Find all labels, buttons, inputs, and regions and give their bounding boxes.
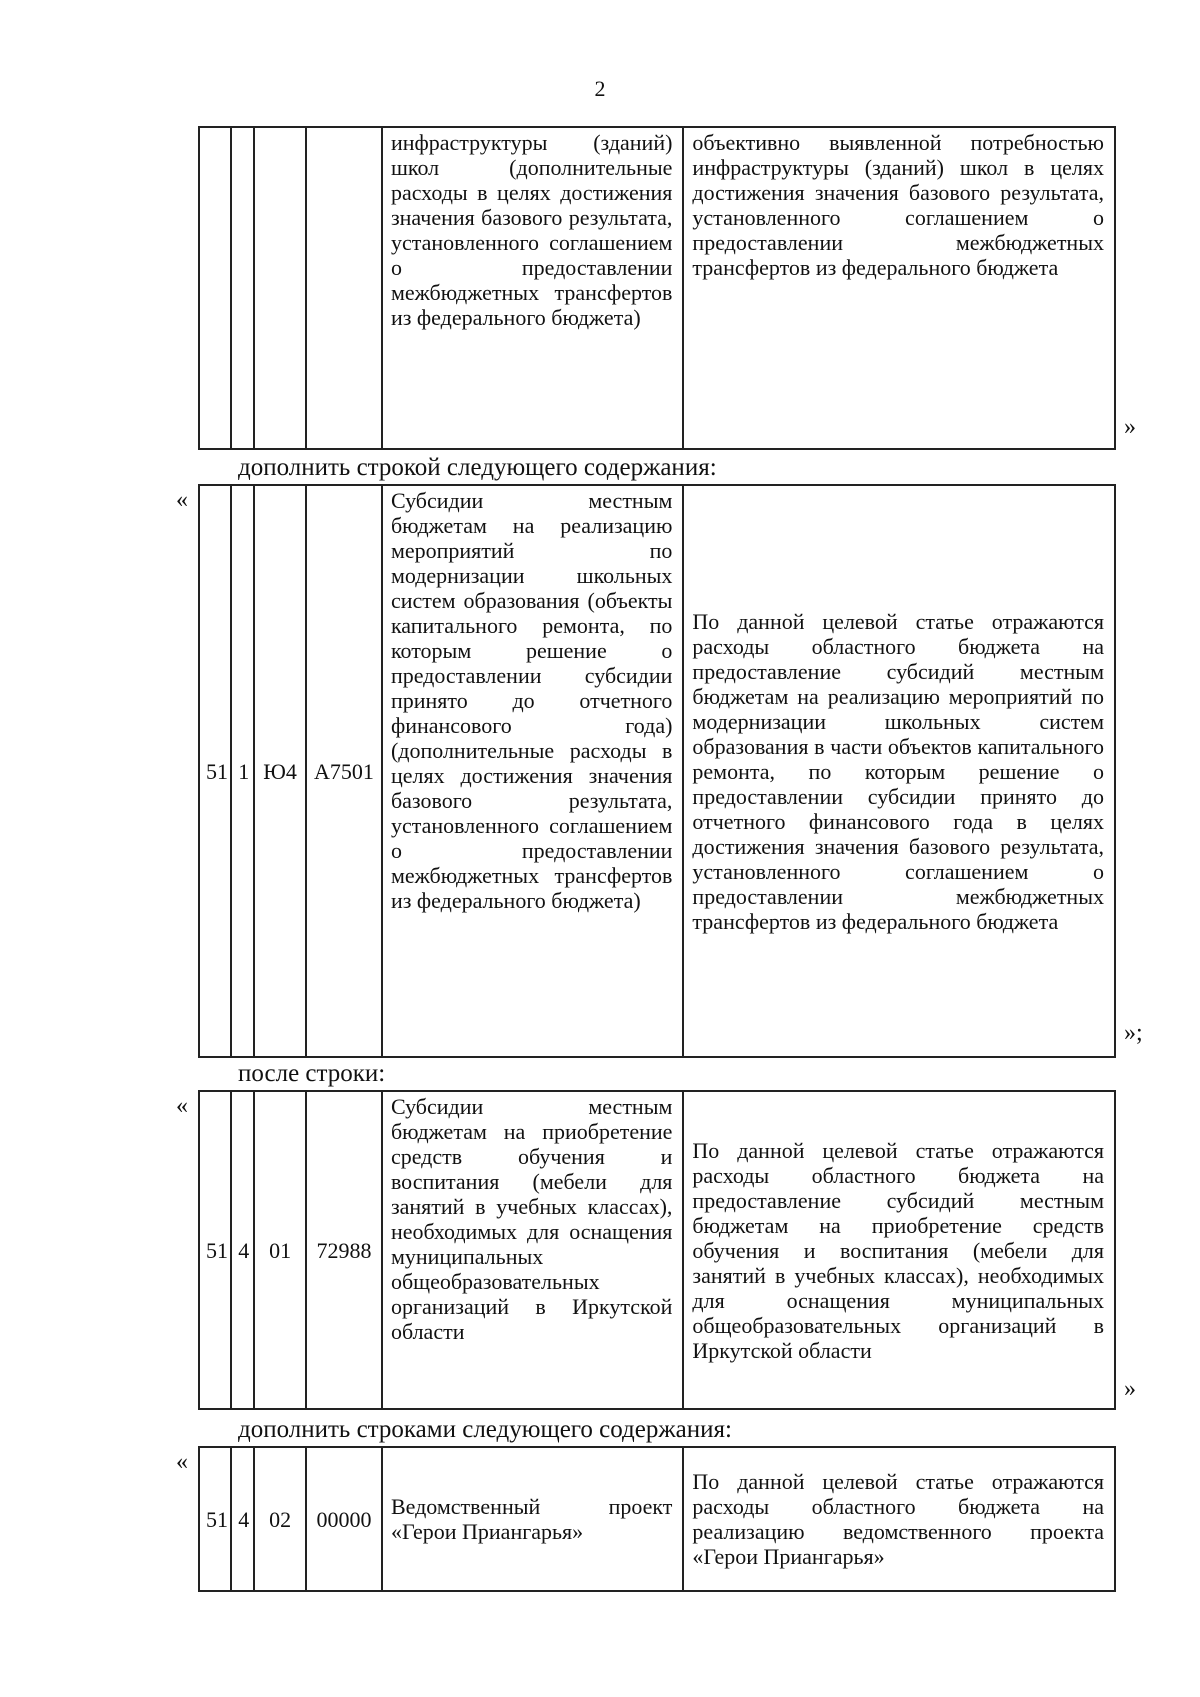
code-section: 51: [199, 1091, 231, 1409]
article-description: По данной целевой статье отражаются расходы областного бюджета на предоставление субсидий местным бюджетам на приобретение средств обучения и воспитания (мебели для занятий в учебных классах), необходимых для оснащения муниципальных общеобразовательных организаций в Иркутской области: [683, 1091, 1115, 1409]
code-program: 4: [231, 1447, 254, 1591]
code-subprogram: Ю4: [254, 485, 306, 1057]
budget-table: [198, 126, 1116, 450]
page-number: 2: [594, 76, 606, 101]
closing-quote: »;: [1124, 1020, 1143, 1046]
budget-table: [198, 1090, 1116, 1410]
code-direction: 00000: [306, 1447, 382, 1591]
article-description: По данной целевой статье отражаются расходы областного бюджета на предоставление субсидий местным бюджетам на реализацию мероприятий по модернизации школьных систем образования в части объектов капитального ремонта, по которым решение о предоставлении субсидии принято до отчетного финансового года в целях достижения значения базового результата, установленного соглашением о предоставлении межбюджетных трансфертов из федерального бюджета: [683, 485, 1115, 1057]
code-subprogram: [254, 127, 306, 449]
closing-quote: »: [1124, 414, 1136, 440]
instruction-text: дополнить строкой следующего содержания:: [238, 454, 717, 481]
code-section: 51: [199, 1447, 231, 1591]
code-direction: 72988: [306, 1091, 382, 1409]
code-program: [231, 127, 254, 449]
code-section: 51: [199, 485, 231, 1057]
code-section: [199, 127, 231, 449]
table-row: [199, 127, 1115, 449]
article-name: инфраструктуры (зданий) школ (дополнительные расходы в целях достижения значения базового результата, установленного соглашением о предоставлении межбюджетных трансфертов из федерального бюджета): [382, 127, 683, 449]
table-row: [199, 485, 1115, 1057]
table-row: [199, 1091, 1115, 1409]
code-program: 4: [231, 1091, 254, 1409]
instruction-text: дополнить строками следующего содержания:: [238, 1416, 732, 1443]
code-subprogram: 01: [254, 1091, 306, 1409]
closing-quote: »: [1124, 1376, 1136, 1402]
opening-quote: «: [176, 1093, 188, 1119]
budget-table: [198, 1446, 1116, 1592]
article-name: Ведомственный проект «Герои Приангарья»: [382, 1447, 683, 1591]
code-subprogram: 02: [254, 1447, 306, 1591]
opening-quote: «: [176, 487, 188, 513]
code-direction: [306, 127, 382, 449]
opening-quote: «: [176, 1449, 188, 1475]
code-direction: А7501: [306, 485, 382, 1057]
code-program: 1: [231, 485, 254, 1057]
article-description: объективно выявленной потребностью инфраструктуры (зданий) школ в целях достижения значения базового результата, установленного соглашением о предоставлении межбюджетных трансфертов из федерального бюджета: [683, 127, 1115, 449]
table-row: [199, 1447, 1115, 1591]
article-name: Субсидии местным бюджетам на приобретение средств обучения и воспитания (мебели для занятий в учебных классах), необходимых для оснащения муниципальных общеобразовательных организаций в Иркутской области: [382, 1091, 683, 1409]
budget-table: [198, 484, 1116, 1058]
article-description: По данной целевой статье отражаются расходы областного бюджета на реализацию ведомственного проекта «Герои Приангарья»: [683, 1447, 1115, 1591]
instruction-text: после строки:: [238, 1060, 386, 1087]
article-name: Субсидии местным бюджетам на реализацию мероприятий по модернизации школьных систем образования (объекты капитального ремонта, по которым решение о предоставлении субсидии принято до отчетного финансового года) (дополнительные расходы в целях достижения значения базового результата, установленного соглашением о предоставлении межбюджетных трансфертов из федерального бюджета): [382, 485, 683, 1057]
